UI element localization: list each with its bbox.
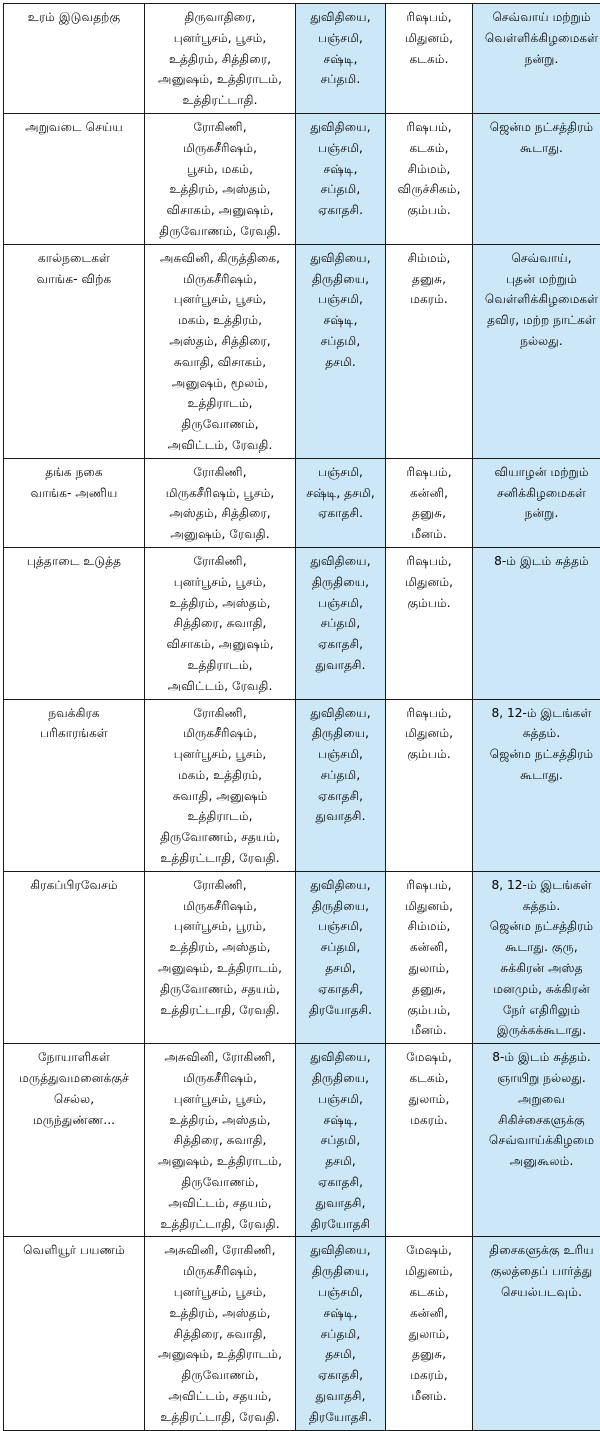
stars-line: மிருகசீரிஷம்,: [147, 896, 293, 917]
lagnas-line: ரிஷபம்,: [388, 875, 470, 896]
tithis-line: துவிதியை,: [298, 1240, 383, 1261]
lagnas-line: மீனம்.: [388, 1386, 470, 1407]
stars-line: சித்திரை, சுவாதி,: [147, 1324, 293, 1345]
tithis-line: திரயோதசி.: [298, 1000, 383, 1021]
notes-cell: [473, 244, 600, 458]
activity-line: நோயாளிகள்: [6, 1047, 142, 1068]
stars-line: அசுவினி, ரோகிணி,: [147, 1240, 293, 1261]
notes-line: கூடாது.: [475, 138, 600, 159]
tithis-cell: [296, 699, 386, 871]
stars-line: திருவோணம், ரேவதி.: [147, 221, 293, 242]
lagnas-line: துலாம்,: [388, 958, 470, 979]
stars-line: மகம், உத்திரம்,: [147, 765, 293, 786]
stars-line: ரோகிணி,: [147, 875, 293, 896]
tithis-line: பஞ்சமி,: [298, 744, 383, 765]
notes-line: சிகிச்சைகளுக்கு: [475, 1110, 600, 1131]
tithis-line: தசமி,: [298, 1344, 383, 1365]
stars-line: திருவோணம்,: [147, 1365, 293, 1386]
activity-cell: [4, 113, 145, 244]
lagnas-cell: [386, 4, 473, 114]
lagnas-cell: [386, 871, 473, 1043]
activity-cell: [4, 547, 145, 699]
stars-line: அனுஷம், ரேவதி.: [147, 524, 293, 545]
activity-line: மருந்துண்ண...: [6, 1110, 142, 1131]
table-row: [4, 458, 600, 547]
stars-cell: [145, 4, 296, 114]
stars-cell: [145, 1044, 296, 1237]
stars-line: உத்திரம், அஸ்தம்,: [147, 593, 293, 614]
lagnas-line: மகரம்,: [388, 1365, 470, 1386]
notes-line: மனமும், சுக்கிரன்: [475, 979, 600, 1000]
stars-line: அனுஷம், உத்திராடம்,: [147, 1151, 293, 1172]
stars-line: அவிட்டம், ரேவதி.: [147, 676, 293, 697]
notes-cell: [473, 871, 600, 1043]
tithis-line: ஏகாதசி.: [298, 503, 383, 524]
notes-cell: [473, 547, 600, 699]
stars-line: அனுஷம், உத்திராடம்,: [147, 1344, 293, 1365]
tithis-line: திருதியை,: [298, 1068, 383, 1089]
lagnas-line: மிதுனம்,: [388, 723, 470, 744]
stars-line: மிருகசீரிஷம்,: [147, 269, 293, 290]
activity-cell: [4, 871, 145, 1043]
notes-line: குலத்தைப் பார்த்து: [475, 1261, 600, 1282]
stars-line: ரோகிணி,: [147, 462, 293, 483]
tithis-line: தசமி.: [298, 352, 383, 373]
tithis-line: பஞ்சமி,: [298, 916, 383, 937]
tithis-line: துவாதசி.: [298, 655, 383, 676]
notes-line: அறுவை: [475, 1089, 600, 1110]
tithis-line: சஷ்டி,: [298, 1303, 383, 1324]
notes-line: வெள்ளிக்கிழமைகள்: [475, 28, 600, 49]
lagnas-line: தனுசு,: [388, 269, 470, 290]
tithis-line: சஷ்டி, தசமி,: [298, 483, 383, 504]
notes-line: சுக்கிரன் அஸ்த: [475, 958, 600, 979]
lagnas-line: சிம்மம்,: [388, 159, 470, 180]
notes-line: திசைகளுக்கு உரிய: [475, 1240, 600, 1261]
tithis-cell: [296, 547, 386, 699]
lagnas-line: சிம்மம்,: [388, 916, 470, 937]
tithis-cell: [296, 4, 386, 114]
lagnas-line: கடகம்.: [388, 49, 470, 70]
tithis-line: சஷ்டி,: [298, 159, 383, 180]
stars-line: பூசம், மகம்,: [147, 159, 293, 180]
notes-line: நேர் எதிரிலும்: [475, 1000, 600, 1021]
activity-line: கிரகப்பிரவேசம்: [6, 875, 142, 896]
notes-line: அனுகூலம்.: [475, 1151, 600, 1172]
lagnas-line: ரிஷபம்,: [388, 117, 470, 138]
stars-line: மிருகசீரிஷம்,: [147, 723, 293, 744]
activity-cell: [4, 458, 145, 547]
stars-line: அவிட்டம், சதயம்,: [147, 1386, 293, 1407]
muhurtham-table: [3, 3, 600, 1431]
lagnas-cell: [386, 244, 473, 458]
stars-line: புனர்பூசம், பூசம்,: [147, 289, 293, 310]
lagnas-line: மேஷம்,: [388, 1240, 470, 1261]
tithis-line: திருதியை,: [298, 572, 383, 593]
tithis-line: சப்தமி,: [298, 765, 383, 786]
notes-line: தவிர, மற்ற நாட்கள்: [475, 310, 600, 331]
stars-line: உத்திராடம்,: [147, 393, 293, 414]
tithis-cell: [296, 458, 386, 547]
activity-line: கால்நடைகள்: [6, 248, 142, 269]
notes-cell: [473, 113, 600, 244]
stars-line: சித்திரை, சுவாதி,: [147, 1130, 293, 1151]
lagnas-line: தனுசு,: [388, 1344, 470, 1365]
stars-cell: [145, 547, 296, 699]
notes-line: வியாழன் மற்றும்: [475, 462, 600, 483]
lagnas-cell: [386, 1044, 473, 1237]
table-row: [4, 699, 600, 871]
stars-line: உத்திரம், அஸ்தம்,: [147, 1303, 293, 1324]
stars-line: திருவோணம், சதயம்,: [147, 979, 293, 1000]
tithis-line: சப்தமி,: [298, 1324, 383, 1345]
stars-line: அஸ்தம், சித்திரை,: [147, 503, 293, 524]
stars-cell: [145, 113, 296, 244]
stars-line: விசாகம், அனுஷம்,: [147, 634, 293, 655]
tithis-line: திருதியை,: [298, 896, 383, 917]
stars-line: ரோகிணி,: [147, 117, 293, 138]
lagnas-line: கும்பம்.: [388, 744, 470, 765]
lagnas-line: கும்பம்.: [388, 200, 470, 221]
stars-line: அசுவினி, கிருத்திகை,: [147, 248, 293, 269]
notes-line: 8, 12-ம் இடங்கள்: [475, 875, 600, 896]
tithis-cell: [296, 1044, 386, 1237]
notes-line: நல்லது.: [475, 331, 600, 352]
activity-cell: [4, 1237, 145, 1430]
tithis-line: பஞ்சமி,: [298, 462, 383, 483]
table-row: [4, 4, 600, 114]
tithis-line: சப்தமி,: [298, 613, 383, 634]
lagnas-line: கன்னி,: [388, 483, 470, 504]
activity-line: உரம் இடுவதற்கு: [6, 7, 142, 28]
lagnas-line: மீனம்.: [388, 1020, 470, 1041]
stars-line: உத்திரட்டாதி, ரேவதி.: [147, 1000, 293, 1021]
lagnas-line: மகரம்.: [388, 1110, 470, 1131]
tithis-line: ஏகாதசி,: [298, 634, 383, 655]
activity-line: தங்க நகை: [6, 462, 142, 483]
activity-line: நவக்கிரக: [6, 703, 142, 724]
notes-line: செயல்படவும்.: [475, 1282, 600, 1303]
lagnas-line: தனுசு,: [388, 503, 470, 524]
tithis-line: திருதியை,: [298, 269, 383, 290]
tithis-line: துவிதியை,: [298, 551, 383, 572]
tithis-line: ஏகாதசி.: [298, 200, 383, 221]
tithis-line: சப்தமி,: [298, 179, 383, 200]
tithis-line: துவிதியை,: [298, 703, 383, 724]
tithis-line: திரயோதசி: [298, 1214, 383, 1235]
notes-line: செவ்வாய்,: [475, 248, 600, 269]
stars-cell: [145, 458, 296, 547]
stars-line: விசாகம், அனுஷம்,: [147, 200, 293, 221]
lagnas-line: மீனம்.: [388, 524, 470, 545]
tithis-line: சஷ்டி,: [298, 310, 383, 331]
tithis-cell: [296, 244, 386, 458]
stars-line: ரோகிணி,: [147, 703, 293, 724]
stars-line: சுவாதி, விசாகம்,: [147, 352, 293, 373]
notes-cell: [473, 1044, 600, 1237]
activity-line: வெளியூர் பயணம்: [6, 1240, 142, 1261]
stars-line: உத்திரட்டாதி, ரேவதி.: [147, 1214, 293, 1235]
lagnas-cell: [386, 1237, 473, 1430]
tithis-line: துவாதசி,: [298, 1386, 383, 1407]
stars-line: மிருகசீரிஷம்,: [147, 1068, 293, 1089]
lagnas-line: மேஷம்,: [388, 1047, 470, 1068]
lagnas-line: மிதுனம்,: [388, 572, 470, 593]
notes-line: ஜென்ம நட்சத்திரம்: [475, 916, 600, 937]
notes-cell: [473, 699, 600, 871]
lagnas-line: ரிஷபம்,: [388, 703, 470, 724]
tithis-line: துவாதசி,: [298, 1193, 383, 1214]
tithis-line: துவாதசி.: [298, 806, 383, 827]
table-row: [4, 1237, 600, 1430]
tithis-cell: [296, 871, 386, 1043]
activity-line: அறுவடை செய்ய: [6, 117, 142, 138]
activity-cell: [4, 1044, 145, 1237]
activity-line: மருத்துவமனைக்குச்: [6, 1068, 142, 1089]
notes-line: சனிக்கிழமைகள்: [475, 483, 600, 504]
stars-line: புனர்பூசம், பூசம்,: [147, 1089, 293, 1110]
notes-line: 8, 12-ம் இடங்கள்: [475, 703, 600, 724]
tithis-line: ஏகாதசி,: [298, 1172, 383, 1193]
lagnas-line: கன்னி,: [388, 937, 470, 958]
notes-line: ஜென்ம நட்சத்திரம்: [475, 744, 600, 765]
activity-line: புத்தாடை உடுத்த: [6, 551, 142, 572]
stars-line: மகம், உத்திரம்,: [147, 310, 293, 331]
activity-cell: [4, 244, 145, 458]
tithis-line: தசமி,: [298, 958, 383, 979]
stars-line: மிருகசீரிஷம், பூசம்,: [147, 483, 293, 504]
lagnas-cell: [386, 547, 473, 699]
stars-line: புனர்பூசம், பூசம்,: [147, 28, 293, 49]
stars-line: சுவாதி, அனுஷம்: [147, 786, 293, 807]
lagnas-line: கும்பம்,: [388, 1000, 470, 1021]
notes-line: சுத்தம்.: [475, 896, 600, 917]
notes-cell: [473, 4, 600, 114]
stars-line: உத்திரட்டாதி, ரேவதி.: [147, 848, 293, 869]
stars-line: அவிட்டம், ரேவதி.: [147, 435, 293, 456]
activity-line: பரிகாரங்கள்: [6, 723, 142, 744]
tithis-cell: [296, 1237, 386, 1430]
lagnas-line: மிதுனம்,: [388, 28, 470, 49]
stars-line: ரோகிணி,: [147, 551, 293, 572]
stars-line: புனர்பூசம், பூசம்,: [147, 572, 293, 593]
stars-cell: [145, 244, 296, 458]
tithis-line: ஏகாதசி,: [298, 1365, 383, 1386]
notes-line: நன்று.: [475, 49, 600, 70]
notes-line: சுத்தம்.: [475, 723, 600, 744]
stars-line: உத்திரம், அஸ்தம்,: [147, 937, 293, 958]
stars-line: திருவோணம்,: [147, 414, 293, 435]
tithis-line: துவிதியை,: [298, 117, 383, 138]
notes-line: இருக்கக்கூடாது.: [475, 1020, 600, 1041]
notes-line: 8-ம் இடம் சுத்தம்: [475, 551, 600, 572]
lagnas-line: கும்பம்.: [388, 593, 470, 614]
stars-line: அனுஷம், உத்திராடம்,: [147, 69, 293, 90]
notes-line: புதன் மற்றும்: [475, 269, 600, 290]
lagnas-line: மகரம்.: [388, 289, 470, 310]
table-row: [4, 1044, 600, 1237]
stars-line: உத்திரட்டாதி, ரேவதி.: [147, 1407, 293, 1428]
stars-line: திருவோணம், சதயம்,: [147, 827, 293, 848]
stars-line: உத்திரட்டாதி.: [147, 90, 293, 111]
notes-line: செவ்வாய் மற்றும்: [475, 7, 600, 28]
tithis-line: சஷ்டி,: [298, 49, 383, 70]
notes-cell: [473, 458, 600, 547]
tithis-line: தசமி,: [298, 1151, 383, 1172]
stars-line: அசுவினி, ரோகிணி,: [147, 1047, 293, 1068]
lagnas-line: தனுசு,: [388, 979, 470, 1000]
notes-line: வெள்ளிக்கிழமைகள்: [475, 289, 600, 310]
notes-cell: [473, 1237, 600, 1430]
stars-line: புனர்பூசம், பூசம்,: [147, 1282, 293, 1303]
lagnas-line: ரிஷபம்,: [388, 7, 470, 28]
tithis-line: ஏகாதசி,: [298, 979, 383, 1000]
lagnas-line: மிதுனம்,: [388, 1261, 470, 1282]
tithis-line: பஞ்சமி,: [298, 289, 383, 310]
tithis-line: துவிதியை,: [298, 7, 383, 28]
notes-line: ஜென்ம நட்சத்திரம்: [475, 117, 600, 138]
lagnas-line: ரிஷபம்,: [388, 551, 470, 572]
notes-line: ஞாயிறு நல்லது.: [475, 1068, 600, 1089]
stars-line: உத்திராடம்,: [147, 655, 293, 676]
notes-line: கூடாது. குரு,: [475, 937, 600, 958]
activity-line: வாங்க- அணிய: [6, 483, 142, 504]
lagnas-cell: [386, 113, 473, 244]
tithis-line: துவிதியை,: [298, 875, 383, 896]
activity-line: வாங்க- விற்க: [6, 269, 142, 290]
stars-line: புனர்பூசம், பூசம்,: [147, 744, 293, 765]
stars-line: அவிட்டம், சதயம்,: [147, 1193, 293, 1214]
tithis-line: சப்தமி.: [298, 69, 383, 90]
tithis-line: சப்தமி,: [298, 1130, 383, 1151]
tithis-line: சப்தமி,: [298, 331, 383, 352]
notes-line: 8-ம் இடம் சுத்தம்.: [475, 1047, 600, 1068]
tithis-line: திருதியை,: [298, 1261, 383, 1282]
stars-line: உத்திரம், அஸ்தம்,: [147, 1110, 293, 1131]
stars-line: புனர்பூசம், பூரம்,: [147, 916, 293, 937]
activity-cell: [4, 4, 145, 114]
lagnas-cell: [386, 699, 473, 871]
tithis-line: திரயோதசி.: [298, 1407, 383, 1428]
stars-line: சித்திரை, சுவாதி,: [147, 613, 293, 634]
tithis-line: பஞ்சமி,: [298, 138, 383, 159]
stars-line: மிருகசீரிஷம்,: [147, 1261, 293, 1282]
table-row: [4, 113, 600, 244]
tithis-line: ஏகாதசி,: [298, 786, 383, 807]
stars-cell: [145, 871, 296, 1043]
stars-line: திருவோணம்,: [147, 1172, 293, 1193]
tithis-line: பஞ்சமி,: [298, 28, 383, 49]
lagnas-line: கடகம்,: [388, 1068, 470, 1089]
lagnas-line: துலாம்,: [388, 1089, 470, 1110]
stars-line: அனுஷம், உத்திராடம்,: [147, 958, 293, 979]
tithis-line: துவிதியை,: [298, 1047, 383, 1068]
activity-line: செல்ல,: [6, 1089, 142, 1110]
notes-line: செவ்வாய்க்கிழமை: [475, 1130, 600, 1151]
table-row: [4, 547, 600, 699]
tithis-cell: [296, 113, 386, 244]
tithis-line: சஷ்டி,: [298, 1110, 383, 1131]
lagnas-line: மிதுனம்,: [388, 896, 470, 917]
tithis-line: சப்தமி,: [298, 937, 383, 958]
table-row: [4, 871, 600, 1043]
stars-line: உத்திராடம்,: [147, 806, 293, 827]
tithis-line: பஞ்சமி,: [298, 593, 383, 614]
lagnas-line: கடகம்,: [388, 1282, 470, 1303]
stars-line: அஸ்தம், சித்திரை,: [147, 331, 293, 352]
stars-cell: [145, 1237, 296, 1430]
table-row: [4, 244, 600, 458]
lagnas-line: துலாம்,: [388, 1324, 470, 1345]
activity-cell: [4, 699, 145, 871]
lagnas-cell: [386, 458, 473, 547]
stars-line: உத்திரம், சித்திரை,: [147, 49, 293, 70]
tithis-line: துவிதியை,: [298, 248, 383, 269]
lagnas-line: விருச்சிகம்,: [388, 179, 470, 200]
table-body: [4, 4, 600, 1431]
notes-line: நன்று.: [475, 503, 600, 524]
stars-line: திருவாதிரை,: [147, 7, 293, 28]
tithis-line: திருதியை,: [298, 723, 383, 744]
stars-cell: [145, 699, 296, 871]
lagnas-line: கன்னி,: [388, 1303, 470, 1324]
stars-line: மிருகசீரிஷம்,: [147, 138, 293, 159]
lagnas-line: கடகம்,: [388, 138, 470, 159]
stars-line: அனுஷம், மூலம்,: [147, 373, 293, 394]
notes-line: கூடாது.: [475, 765, 600, 786]
stars-line: உத்திரம், அஸ்தம்,: [147, 179, 293, 200]
tithis-line: பஞ்சமி,: [298, 1282, 383, 1303]
tithis-line: பஞ்சமி,: [298, 1089, 383, 1110]
lagnas-line: சிம்மம்,: [388, 248, 470, 269]
lagnas-line: ரிஷபம்,: [388, 462, 470, 483]
